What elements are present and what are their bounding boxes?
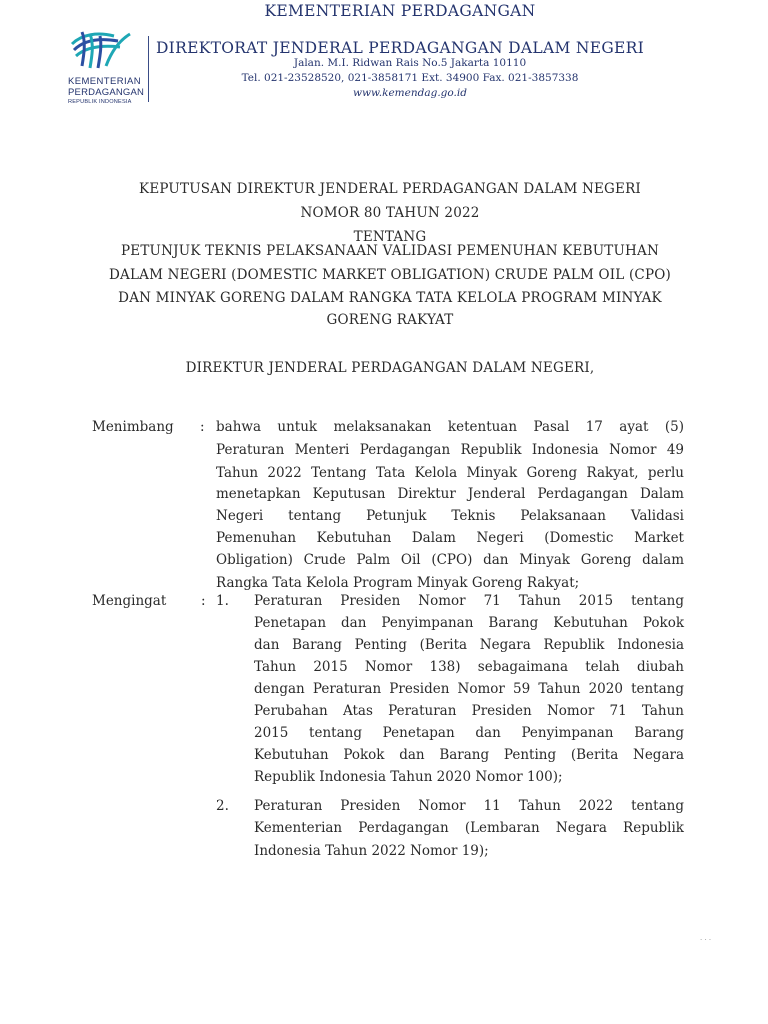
- decree-tentang: TENTANG: [353, 229, 427, 245]
- mengingat-item-line: dan Barang Penting (Berita Negara Republik Indonesia: [254, 637, 684, 653]
- decree-issuer: DIREKTUR JENDERAL PERDAGANGAN DALAM NEGERI,: [185, 360, 595, 376]
- menimbang-colon: :: [200, 419, 205, 435]
- ministry-logo: [68, 26, 148, 106]
- menimbang-line: Negeri tentang Petunjuk Teknis Pelaksanaan Validasi: [216, 508, 684, 524]
- decree-subject-line-2: DALAM NEGERI (DOMESTIC MARKET OBLIGATION) CRUDE PALM OIL (CPO): [109, 267, 671, 283]
- menimbang-line: Obligation) Crude Palm Oil (CPO) dan Minyak Goreng dalam: [216, 552, 684, 568]
- logo-text-line-2: PERDAGANGAN: [68, 87, 145, 98]
- decree-subject-line-4: GORENG RAKYAT: [326, 312, 454, 328]
- menimbang-line: Rangka Tata Kelola Program Minyak Goreng Rakyat;: [216, 575, 580, 591]
- mengingat-item-line: Kementerian Perdagangan (Lembaran Negara Republik: [254, 820, 684, 836]
- letterhead-address: Jalan. M.I. Ridwan Rais No.5 Jakarta 10110: [293, 57, 527, 69]
- mengingat-item-number: 2.: [216, 798, 229, 814]
- menimbang-line: bahwa untuk melaksanakan ketentuan Pasal 17 ayat (5): [216, 419, 684, 435]
- decree-title: KEPUTUSAN DIREKTUR JENDERAL PERDAGANGAN DALAM NEGERI: [139, 181, 641, 197]
- logo-text-line-3: REPUBLIK INDONESIA: [68, 99, 132, 105]
- letterhead-website: www.kemendag.go.id: [353, 87, 467, 99]
- mengingat-item-line: Penetapan dan Penyimpanan Barang Kebutuhan Pokok: [254, 615, 684, 631]
- logo-emblem-icon: [68, 26, 146, 74]
- mengingat-item-line: Republik Indonesia Tahun 2020 Nomor 100);: [254, 769, 563, 785]
- menimbang-line: Peraturan Menteri Perdagangan Republik Indonesia Nomor 49: [216, 442, 684, 458]
- decree-subject-line-1: PETUNJUK TEKNIS PELAKSANAAN VALIDASI PEMENUHAN KEBUTUHAN: [121, 243, 659, 259]
- scan-artifact: · · ·: [700, 936, 712, 944]
- mengingat-item-line: Peraturan Presiden Nomor 11 Tahun 2022 tentang: [254, 798, 684, 814]
- letterhead-directorate: DIREKTORAT JENDERAL PERDAGANGAN DALAM NEGERI: [155, 39, 645, 57]
- decree-subject-line-3: DAN MINYAK GORENG DALAM RANGKA TATA KELOLA PROGRAM MINYAK: [118, 290, 662, 306]
- mengingat-item-line: dengan Peraturan Presiden Nomor 59 Tahun 2020 tentang: [254, 681, 684, 697]
- letterhead-telephone: Tel. 021-23528520, 021-3858171 Ext. 34900 Fax. 021-3857338: [241, 72, 579, 84]
- mengingat-item-line: Kebutuhan Pokok dan Barang Penting (Berita Negara: [254, 747, 684, 763]
- mengingat-label: Mengingat: [92, 593, 167, 609]
- menimbang-line: Tahun 2022 Tentang Tata Kelola Minyak Goreng Rakyat, perlu: [216, 465, 684, 481]
- letterhead-ministry: KEMENTERIAN PERDAGANGAN: [264, 2, 536, 20]
- menimbang-line: menetapkan Keputusan Direktur Jenderal Perdagangan Dalam: [216, 486, 684, 502]
- mengingat-item-line: Peraturan Presiden Nomor 71 Tahun 2015 tentang: [254, 593, 684, 609]
- mengingat-item-number: 1.: [216, 593, 229, 609]
- menimbang-label: Menimbang: [92, 419, 174, 435]
- logo-text-line-1: KEMENTERIAN: [68, 76, 142, 87]
- mengingat-colon: :: [201, 593, 206, 609]
- mengingat-item-line: 2015 tentang Penetapan dan Penyimpanan Barang: [254, 725, 684, 741]
- mengingat-item-line: Tahun 2015 Nomor 138) sebagaimana telah diubah: [254, 659, 684, 675]
- mengingat-item-line: Perubahan Atas Peraturan Presiden Nomor 71 Tahun: [254, 703, 684, 719]
- decree-number: NOMOR 80 TAHUN 2022: [300, 205, 480, 221]
- mengingat-item-line: Indonesia Tahun 2022 Nomor 19);: [254, 843, 489, 859]
- menimbang-line: Pemenuhan Kebutuhan Dalam Negeri (Domestic Market: [216, 530, 684, 546]
